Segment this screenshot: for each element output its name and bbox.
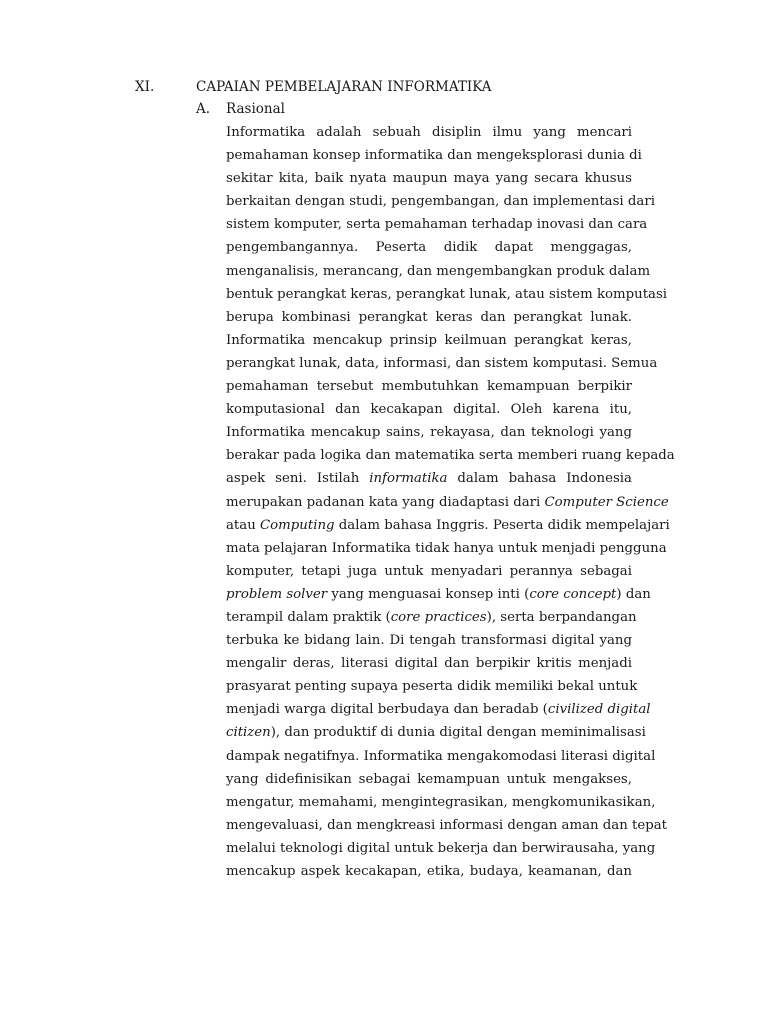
paragraph-line <box>226 629 632 652</box>
line-text: Informatika adalah sebuah disiplin ilmu yang mencari <box>226 125 632 140</box>
paragraph-line <box>226 283 668 306</box>
line-text: menjadi warga digital berbudaya dan beradab ( <box>226 702 548 718</box>
line-text: mencakup aspek kecakapan, etika, budaya, keamanan, dan <box>226 864 632 879</box>
line-text: ), dan produktif di dunia digital dengan meminimalisasi <box>270 725 646 741</box>
paragraph-line <box>226 721 646 744</box>
section-title: CAPAIAN PEMBELAJARAN INFORMATIKA <box>196 79 492 95</box>
line-text: berkaitan dengan studi, pengembangan, dan implementasi dari <box>226 194 655 210</box>
line-text: mengatur, memahami, mengintegrasikan, mengkomunikasikan, <box>226 794 656 810</box>
line-text: mengalir deras, literasi digital dan berpikir kritis menjadi <box>226 656 632 672</box>
paragraph-line <box>226 491 669 514</box>
line-text: sekitar kita, baik nyata maupun maya yang secara khusus <box>226 171 632 187</box>
line-text: Informatika mencakup sains, rekayasa, dan teknologi yang <box>226 425 632 441</box>
italic-term: core concept <box>529 586 617 602</box>
line-text: aspek seni. Istilah <box>226 471 370 487</box>
line-text: atau <box>226 517 260 533</box>
paragraph-line <box>226 675 638 698</box>
italic-term: informatika <box>369 471 448 487</box>
paragraph-line <box>226 444 675 467</box>
paragraph-line <box>226 121 632 144</box>
paragraph-line <box>226 606 637 629</box>
paragraph-line <box>226 698 651 721</box>
line-text: komputasional dan kecakapan digital. Oleh karena itu, <box>226 402 632 418</box>
paragraph-line <box>226 167 632 190</box>
subsection-letter: A. <box>196 101 211 117</box>
line-text: ), serta berpandangan <box>486 609 637 625</box>
paragraph-line <box>226 745 656 768</box>
italic-term: problem solver <box>226 586 328 602</box>
line-text: pemahaman tersebut membutuhkan kemampuan berpikir <box>226 379 632 395</box>
line-text: pemahaman konsep informatika dan mengeksplorasi dunia di <box>226 148 642 164</box>
line-text: prasyarat penting supaya peserta didik memiliki bekal untuk <box>226 679 638 695</box>
line-text: Informatika mencakup prinsip keilmuan perangkat keras, <box>226 332 632 348</box>
paragraph-line <box>226 514 670 537</box>
line-text: terampil dalam praktik ( <box>226 609 391 625</box>
paragraph-line <box>226 329 632 352</box>
paragraph-line <box>226 375 632 398</box>
italic-term: Computer Science <box>544 494 669 510</box>
paragraph-line <box>226 236 632 259</box>
paragraph-line <box>226 144 642 167</box>
line-text: sistem komputer, serta pemahaman terhadap inovasi dan cara <box>226 217 648 233</box>
italic-term: civilized digital <box>547 702 651 718</box>
paragraph-line <box>226 398 632 421</box>
paragraph-line <box>226 860 632 883</box>
line-text: dampak negatifnya. Informatika mengakomodasi literasi digital <box>226 748 656 764</box>
line-text: yang menguasai konsep inti ( <box>327 586 530 602</box>
subsection-title: Rasional <box>226 101 285 117</box>
line-text: bentuk perangkat keras, perangkat lunak, atau sistem komputasi <box>226 286 668 302</box>
line-text: ) dan <box>616 586 651 602</box>
paragraph-line <box>226 213 648 236</box>
paragraph-line <box>226 352 658 375</box>
line-text: melalui teknologi digital untuk bekerja dan berwirausaha, yang <box>226 840 656 856</box>
paragraph-line <box>226 260 651 283</box>
line-text: terbuka ke bidang lain. Di tengah transformasi digital yang <box>226 633 632 649</box>
rasional-paragraph <box>226 121 675 883</box>
paragraph-line <box>226 837 656 860</box>
italic-term: Computing <box>260 517 335 533</box>
line-text: berupa kombinasi perangkat keras dan perangkat lunak. <box>226 309 632 325</box>
paragraph-line <box>226 421 632 444</box>
paragraph-line <box>226 652 632 675</box>
line-text: dalam bahasa Inggris. Peserta didik mempelajari <box>334 517 670 533</box>
line-text: yang didefinisikan sebagai kemampuan untuk mengakses, <box>226 771 632 787</box>
line-text: merupakan padanan kata yang diadaptasi dari <box>226 494 545 510</box>
line-text: dalam bahasa Indonesia <box>447 471 632 487</box>
italic-term: citizen <box>226 725 271 741</box>
line-text: mengevaluasi, dan mengkreasi informasi dengan aman dan tepat <box>226 817 668 833</box>
line-text: perangkat lunak, data, informasi, dan sistem komputasi. Semua <box>226 355 658 371</box>
paragraph-line <box>226 560 632 583</box>
paragraph-line <box>226 537 667 560</box>
line-text: pengembangannya. Peserta didik dapat menggagas, <box>226 240 632 256</box>
line-text: komputer, tetapi juga untuk menyadari perannya sebagai <box>226 563 632 579</box>
paragraph-line <box>226 814 668 837</box>
line-text: menganalisis, merancang, dan mengembangkan produk dalam <box>226 263 651 279</box>
paragraph-line <box>226 467 632 490</box>
paragraph-line <box>226 583 651 606</box>
paragraph-line <box>226 306 632 329</box>
paragraph-line <box>226 791 656 814</box>
paragraph-line <box>226 768 632 791</box>
italic-term: core practices <box>390 609 487 625</box>
line-text: mata pelajaran Informatika tidak hanya untuk menjadi pengguna <box>226 540 667 556</box>
paragraph-line <box>226 190 655 213</box>
section-number: XI. <box>135 79 155 95</box>
line-text: berakar pada logika dan matematika serta memberi ruang kepada <box>226 448 675 464</box>
